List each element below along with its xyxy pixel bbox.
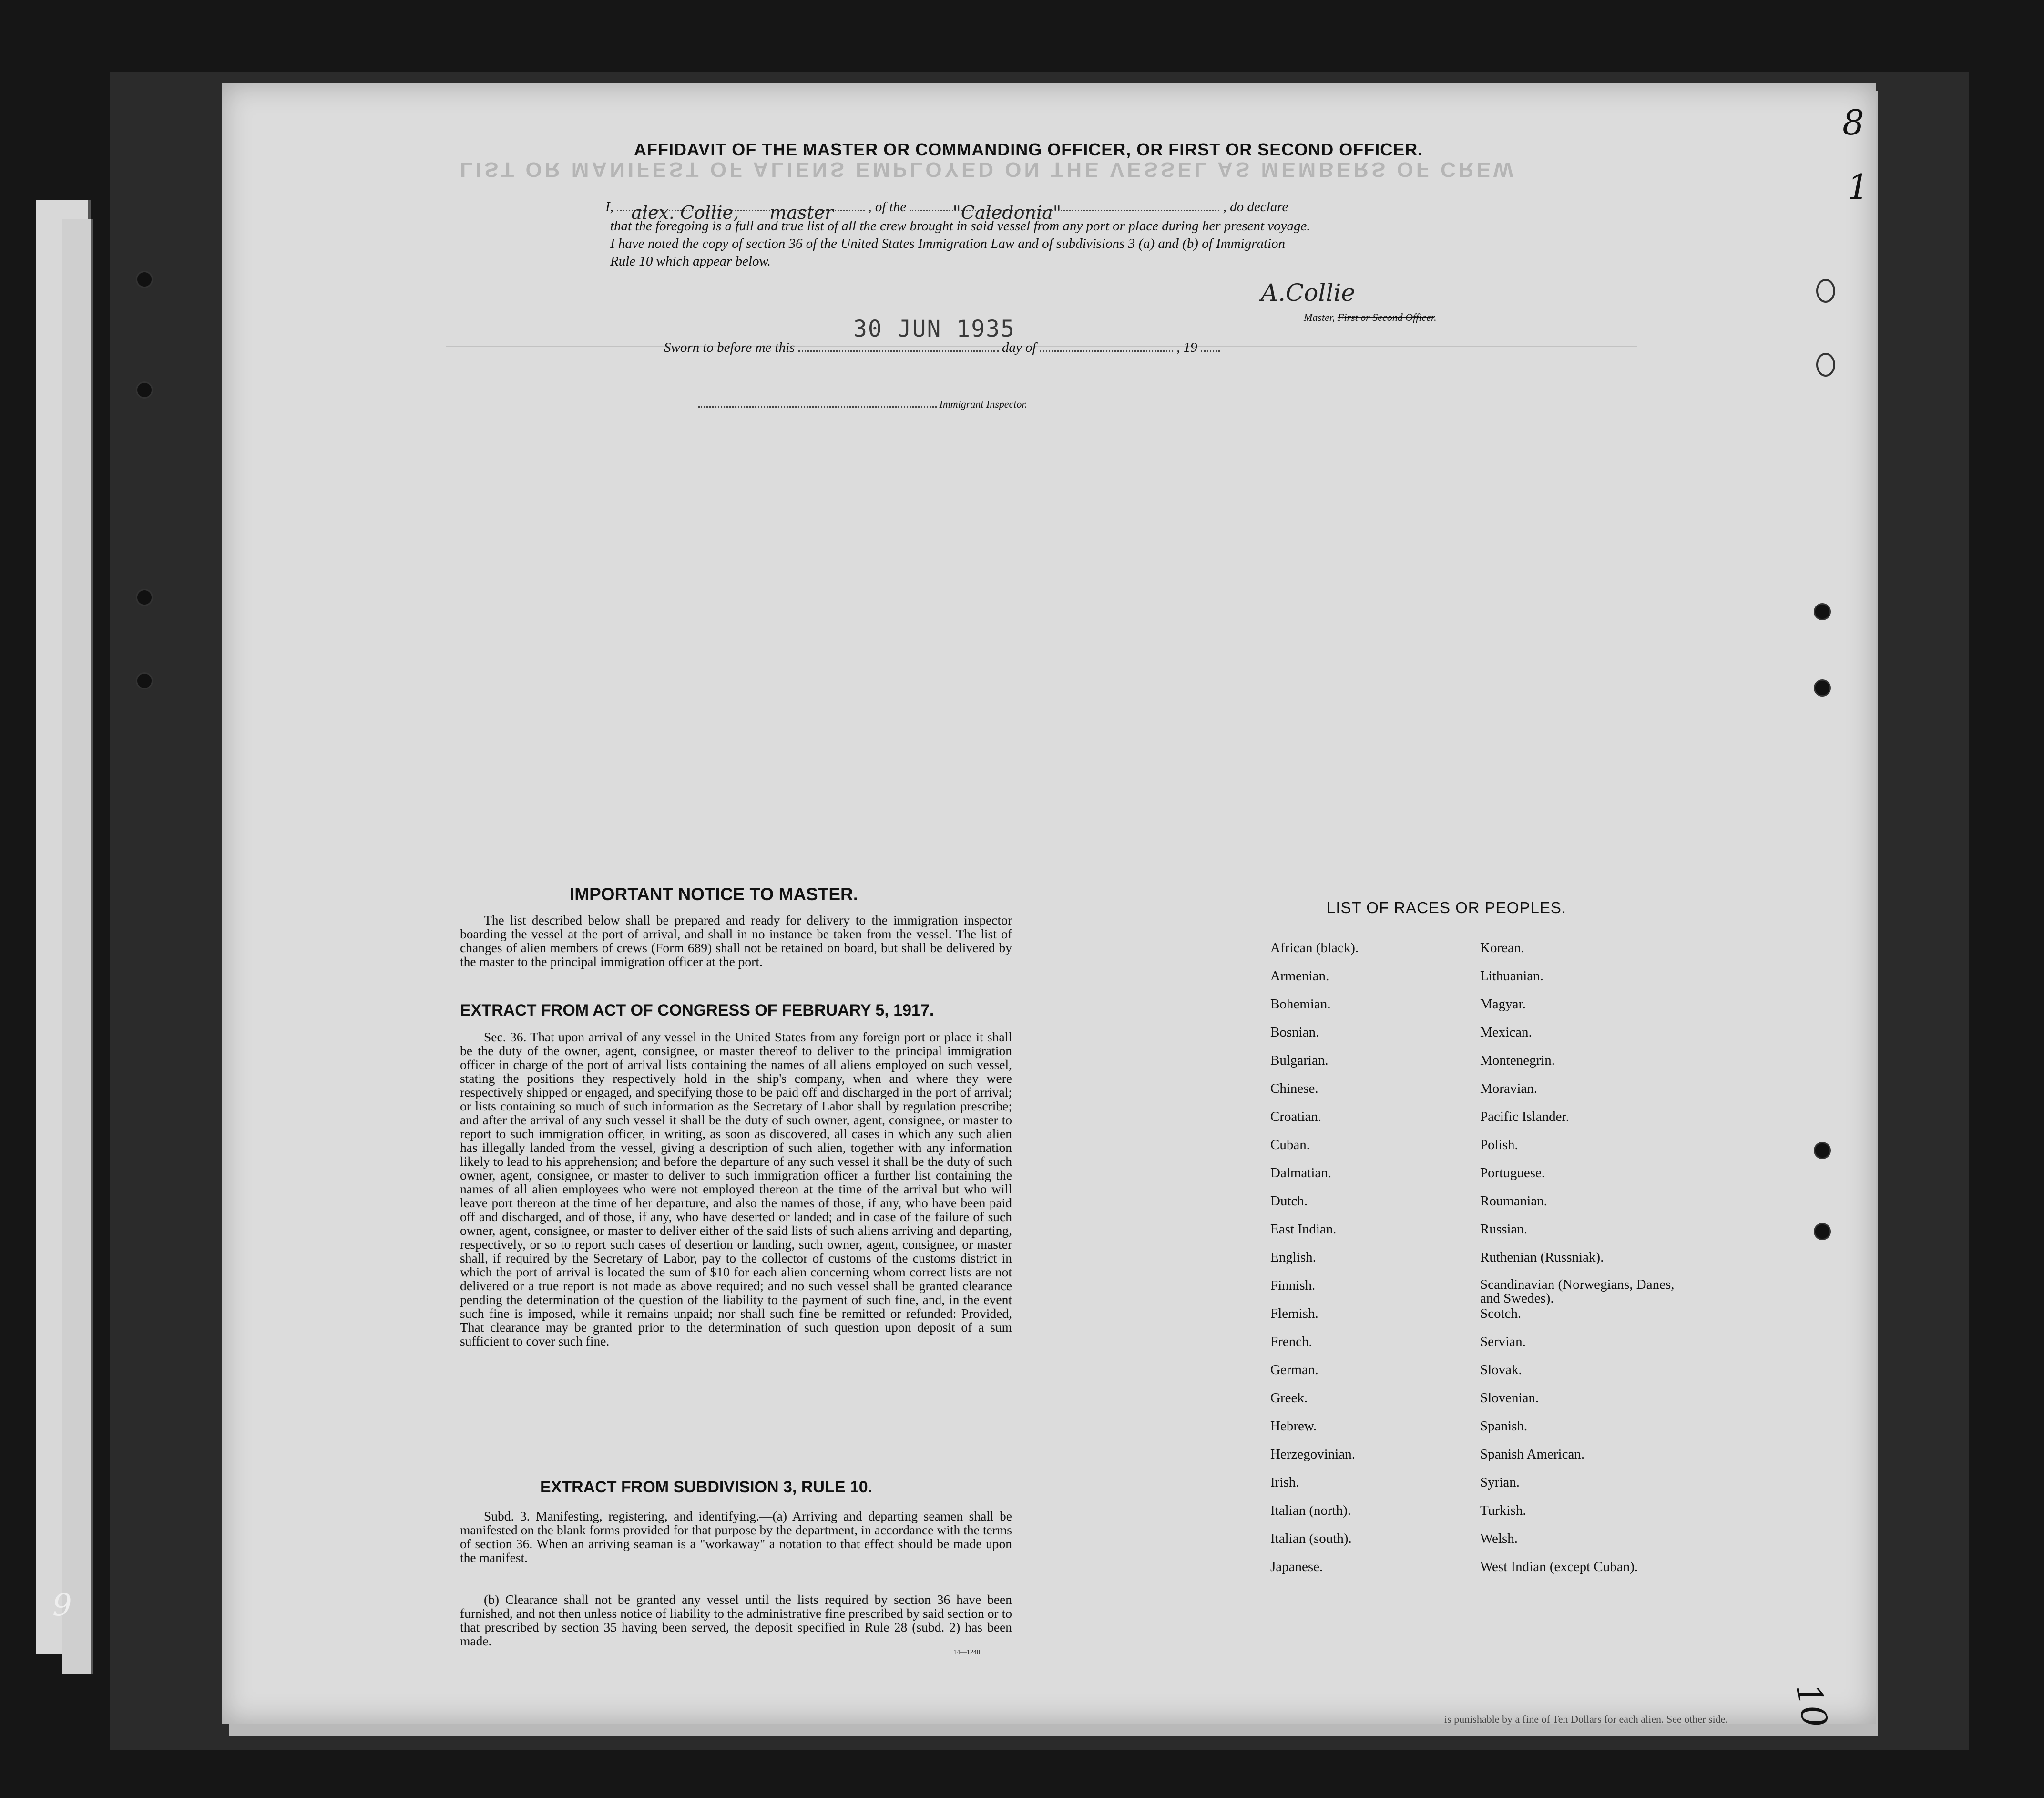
race-item: Roumanian. <box>1480 1193 1547 1209</box>
race-item: Montenegrin. <box>1480 1053 1555 1068</box>
race-item: Slovenian. <box>1480 1390 1539 1406</box>
race-item: West Indian (except Cuban). <box>1480 1559 1638 1574</box>
affidavit-line-3: I have noted the copy of section 36 of the United States Immigration Law and of subdivisions 3 (a) and (b) of Immigration <box>610 236 1286 251</box>
race-item: Moravian. <box>1480 1081 1537 1096</box>
inspector-line <box>698 398 1027 411</box>
race-item: Croatian. <box>1270 1109 1322 1124</box>
race-item: Italian (north). <box>1270 1503 1351 1518</box>
race-item: Portuguese. <box>1480 1165 1545 1181</box>
notice-title: IMPORTANT NOTICE TO MASTER. <box>570 884 858 904</box>
handwritten-name: alex. Collie, <box>631 202 739 223</box>
race-item: Turkish. <box>1480 1503 1526 1518</box>
race-item: Polish. <box>1480 1137 1518 1152</box>
race-item: Bohemian. <box>1270 997 1331 1012</box>
handwritten-page-mark: 1 <box>1847 167 1869 207</box>
affidavit-line-2: that the foregoing is a full and true list of all the crew brought in said vessel from any port or place during her present voyage. <box>610 218 1310 234</box>
race-item: Cuban. <box>1270 1137 1310 1152</box>
handwritten-page-mark: 8 <box>1842 103 1864 143</box>
signature-caption-struck: First or Second Officer <box>1337 311 1434 323</box>
binding-hole <box>1814 1142 1831 1159</box>
race-item: Magyar. <box>1480 997 1526 1012</box>
handwritten-rank: master <box>769 202 834 223</box>
bleed-through-title: LIST OR MANIFEST OF ALIENS EMPLOYED ON THE VESSEL AS MEMBERS OF CREW <box>460 158 1516 181</box>
race-item: Flemish. <box>1270 1306 1318 1321</box>
race-item: Italian (south). <box>1270 1531 1352 1546</box>
race-item: Pacific Islander. <box>1480 1109 1569 1124</box>
notice-body: The list described below shall be prepared and ready for delivery to the immigration inspector boarding the vessel at the port of arrival, and shall in no instance be taken from the vessel. The list of changes of alien members of crews (Form 689) shall not be retained on board, but shall be delivered by the master to the principal immigration officer at the port. <box>460 913 1012 969</box>
affidavit-prefix: I, <box>605 199 613 215</box>
sworn-year: , 19 <box>1176 340 1197 355</box>
footer-note: is punishable by a fine of Ten Dollars for each alien. See other side. <box>1444 1713 1728 1725</box>
affidavit-declare: , do declare <box>1223 199 1288 215</box>
race-item: Slovak. <box>1480 1362 1522 1377</box>
race-item: Mexican. <box>1480 1025 1532 1040</box>
month-blank <box>1040 350 1173 352</box>
race-item: East Indian. <box>1270 1222 1337 1237</box>
rule-extract-title: EXTRACT FROM SUBDIVISION 3, RULE 10. <box>540 1478 873 1496</box>
race-item: Syrian. <box>1480 1475 1520 1490</box>
act-extract-body: Sec. 36. That upon arrival of any vessel in the United States from any foreign port or place it shall be the duty of the owner, agent, consignee, or master thereof to deliver to the principal immigration officer in charge of the port of arrival lists containing the names of all aliens employed on such vessel, stating the positions they respectively hold in the ship's company, when and where they were respectively shipped or engaged, and specifying those to be paid off and discharged in the port of arrival; or lists containing so much of such information as the Secretary of Labor shall by regulation prescribe; and after the arrival of any such vessel it shall be the duty of such owner, agent, consignee, or master to report to such immigration officer, in writing, as soon as discovered, all cases in which any such alien has illegally landed from the vessel, giving a description of such alien, together with any information likely to lead to his apprehension; and before the departure of any such vessel it shall be the duty of such owner, agent, consignee, or master to deliver to such immigration officer a further list containing the names of all alien employees who were not employed thereon at the time of the arrival but who will leave port thereon at the time of her departure, and also the names of those, if any, who have been paid off and discharged, and of those, if any, who have deserted or landed; and in case of the failure of such owner, agent, consignee, or master to deliver either of the said lists of such aliens arriving and departing, respectively, or so to report such cases of desertion or landing, such owner, agent, consignee, or master shall, if required by the Secretary of Labor, pay to the collector of customs of the customs district in which the port of arrival is located the sum of $10 for each alien concerning whom correct lists are not delivered or a true report is not made as above required; and no such vessel shall be granted clearance pending the determination of the question of the liability to the payment of such fine, and, in the event such fine is imposed, while it remains unpaid; nor shall such fine be remitted or refunded: Provided, That clearance may be granted prior to the determination of such question upon deposit of a sum sufficient to cover such fine. <box>460 1029 1012 1348</box>
race-item: German. <box>1270 1362 1318 1377</box>
date-stamp: 30 JUN 1935 <box>853 316 1015 342</box>
handwritten-edge-mark: 9 <box>52 1588 72 1623</box>
year-blank <box>1201 350 1220 352</box>
race-item: Chinese. <box>1270 1081 1318 1096</box>
race-item: Russian. <box>1480 1222 1528 1237</box>
binding-hole <box>1814 603 1831 620</box>
handwritten-vessel: "Caledonia" <box>952 202 1062 223</box>
race-item: Bosnian. <box>1270 1025 1319 1040</box>
race-item: Spanish. <box>1480 1418 1528 1434</box>
race-item: Dutch. <box>1270 1193 1308 1209</box>
handwritten-signature: A.Collie <box>1261 279 1355 307</box>
race-item: Welsh. <box>1480 1531 1518 1546</box>
stacked-page-edge <box>62 219 93 1674</box>
race-item: Bulgarian. <box>1270 1053 1329 1068</box>
race-item: Scandinavian (Norwegians, Danes, and Swedes). <box>1480 1277 1675 1306</box>
race-item: Japanese. <box>1270 1559 1323 1574</box>
day-blank <box>798 350 999 352</box>
rule-extract-para-b: (b) Clearance shall not be granted any vessel until the lists required by section 36 have been furnished, and not then unless notice of liability to the administrative fine prescribed by said section or to that prescribed by section 35 having been served, the deposit specified in Rule 28 (subd. 2) has been made. <box>460 1592 1012 1648</box>
binding-hole <box>1814 679 1831 697</box>
race-item: English. <box>1270 1250 1316 1265</box>
handwritten-page-number: 10 <box>1788 1680 1836 1731</box>
sworn-day-of: day of <box>1002 340 1036 355</box>
race-item: Herzegovinian. <box>1270 1447 1355 1462</box>
act-extract-title: EXTRACT FROM ACT OF CONGRESS OF FEBRUARY 5, 1917. <box>460 1001 934 1019</box>
inspector-caption: Immigrant Inspector. <box>939 398 1028 410</box>
signature-caption: Master, First or Second Officer. <box>1304 311 1437 323</box>
race-item: African (black). <box>1270 940 1359 956</box>
race-item: Korean. <box>1480 940 1524 956</box>
race-item: Hebrew. <box>1270 1418 1317 1434</box>
race-item: French. <box>1270 1334 1312 1349</box>
vessel-blank <box>910 202 1219 223</box>
race-item: Lithuanian. <box>1480 968 1543 984</box>
race-item: Finnish. <box>1270 1278 1316 1293</box>
races-title: LIST OF RACES OR PEOPLES. <box>1327 899 1567 916</box>
binding-hole <box>136 381 153 399</box>
affidavit-line-4: Rule 10 which appear below. <box>610 254 771 269</box>
binding-hole <box>1814 1223 1831 1240</box>
race-item: Scotch. <box>1480 1306 1522 1321</box>
circle-mark <box>1816 353 1835 377</box>
circle-mark <box>1816 279 1835 303</box>
affidavit-of: , of the <box>868 199 907 215</box>
inspector-blank <box>698 406 937 408</box>
race-item: Greek. <box>1270 1390 1308 1406</box>
race-item: Irish. <box>1270 1475 1299 1490</box>
races-left-column <box>1270 940 1471 1587</box>
affidavit-title: AFFIDAVIT OF THE MASTER OR COMMANDING OFFICER, OR FIRST OR SECOND OFFICER. <box>634 140 1423 159</box>
signature-caption-master: Master, <box>1304 311 1335 323</box>
binding-hole <box>136 672 153 689</box>
race-item: Spanish American. <box>1480 1447 1585 1462</box>
sworn-prefix: Sworn to before me this <box>664 340 795 355</box>
races-right-column <box>1480 940 1690 1587</box>
rule-extract-para-a: Subd. 3. Manifesting, registering, and identifying.—(a) Arriving and departing seamen shall be manifested on the blank forms provided for that purpose by the department, in accordance with the terms of section 36. When an arriving seaman is a "workaway" a notation to that effect should be made upon the manifest. <box>460 1509 1012 1565</box>
name-blank <box>617 202 865 223</box>
binding-hole <box>136 589 153 606</box>
race-item: Ruthenian (Russniak). <box>1480 1250 1604 1265</box>
form-number: 14—1240 <box>953 1649 980 1656</box>
affidavit-line-1 <box>605 199 1288 223</box>
race-item: Servian. <box>1480 1334 1526 1349</box>
race-item: Armenian. <box>1270 968 1329 984</box>
binding-hole <box>136 271 153 288</box>
race-item: Dalmatian. <box>1270 1165 1332 1181</box>
document-page <box>222 83 1876 1731</box>
